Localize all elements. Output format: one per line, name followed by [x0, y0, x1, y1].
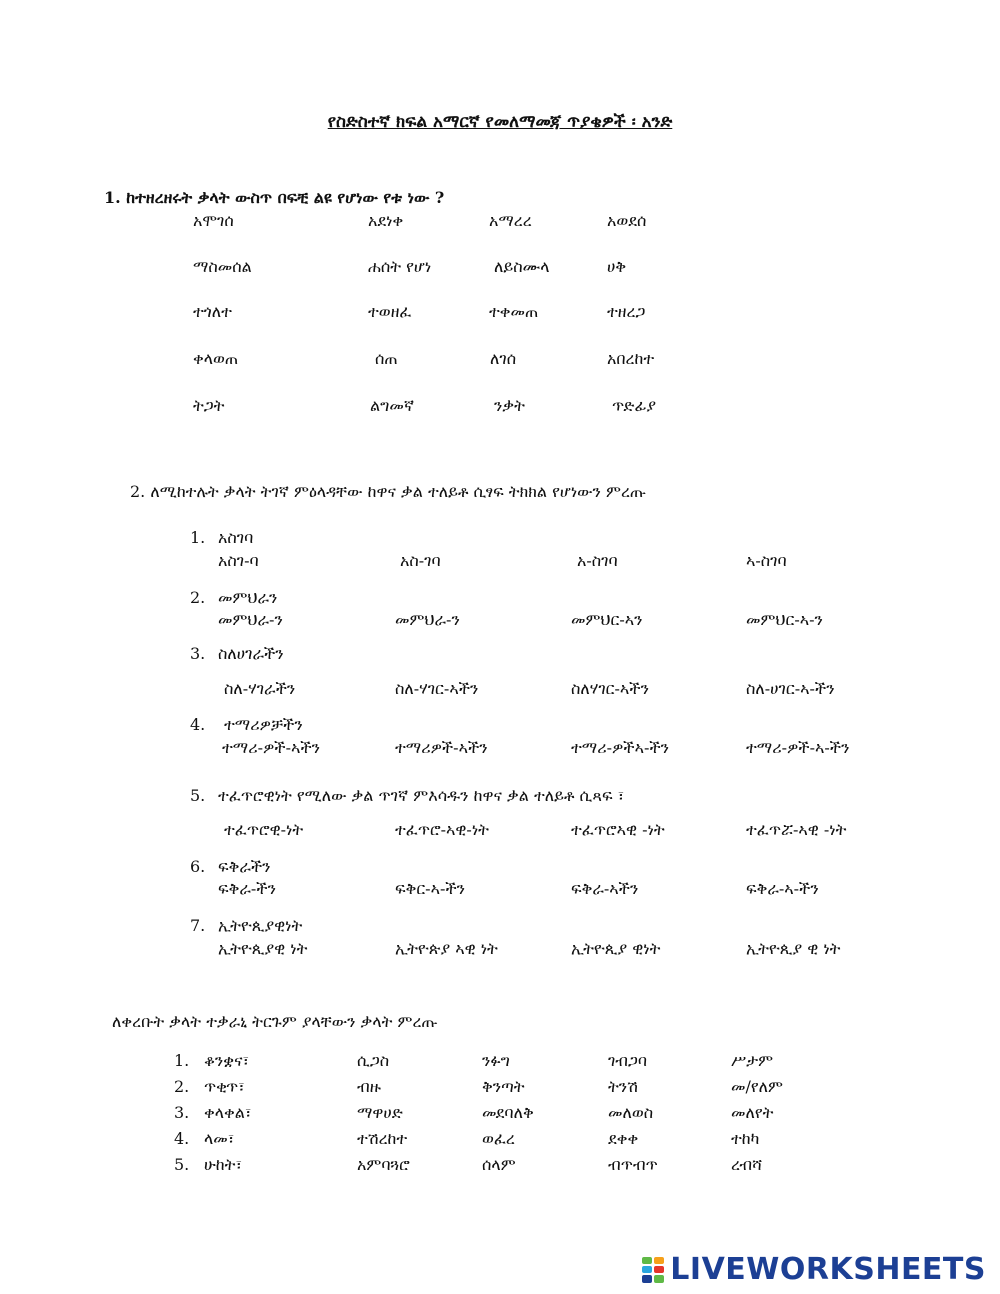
q3-option[interactable]: ሲጋስ	[357, 1051, 390, 1070]
q2-option[interactable]: መምህር-ኣን	[571, 610, 643, 629]
q1-word[interactable]: ተወዘፈ	[368, 302, 412, 321]
q2-item-word: ኢትዮጲያዊነት	[218, 916, 303, 935]
q1-word[interactable]: ሰጠ	[375, 349, 398, 368]
page-title: የስድስተኛ ክፍል አማርኛ የመለማመጃ ጥያቄዎች ፡ አንድ	[327, 112, 673, 132]
q2-option[interactable]: ፍቅር-ኣ-ችን	[395, 879, 466, 898]
q3-option[interactable]: መለወስ	[608, 1103, 654, 1122]
q2-option[interactable]: ስለሃገር-ኣችን	[571, 679, 649, 698]
q2-option[interactable]: ፍቅራ-ኣ-ችን	[746, 879, 819, 898]
q3-option[interactable]: ሰላም	[482, 1155, 516, 1174]
logo-text: LIVEWORKSHEETS	[670, 1252, 986, 1287]
q2-option[interactable]: ፍቅራ-ችን	[218, 879, 276, 898]
q2-option[interactable]: ኢትዮጲያ ዊነት	[571, 939, 661, 958]
q3-option[interactable]: ወፈረ	[482, 1129, 515, 1148]
q1-word[interactable]: ተጎለተ	[193, 302, 232, 321]
q1-word[interactable]: ቀላወጠ	[193, 349, 239, 368]
q1-word[interactable]: ለይስሙላ	[494, 257, 550, 276]
q2-option[interactable]: ተማሪ-ዎችኣ-ችን	[571, 738, 670, 757]
q2-option[interactable]: ተፈጥሮ-ኣዊ-ነት	[395, 820, 489, 839]
q1-word[interactable]: ንቃት	[494, 396, 525, 415]
q3-option[interactable]: መ/የለም	[731, 1077, 783, 1096]
q1-word[interactable]: አወደሰ	[607, 211, 647, 230]
q1-word[interactable]: ልግመኛ	[370, 396, 415, 415]
q2-option[interactable]: ስለ-ሀገር-ኣ-ችን	[746, 679, 835, 698]
q3-item-word: ቆንቋና፣	[204, 1051, 250, 1070]
q3-option[interactable]: ብጥብጥ	[608, 1155, 658, 1174]
q1-word[interactable]: ተቀመጠ	[489, 302, 539, 321]
q1-word[interactable]: አበረከተ	[607, 349, 655, 368]
q3-option[interactable]: ተሽረከተ	[357, 1129, 408, 1148]
q3-option[interactable]: ንፉግ	[482, 1051, 510, 1070]
q2-option[interactable]: ኢትዮጲያዊ ነት	[218, 939, 308, 958]
q3-item-word: ሁከት፣	[204, 1155, 243, 1174]
question-2-heading: 2. ለሚከተሉት ቃላት ትገኛ ምዕላዳቸው ከዋና ቃል ተለይቶ ሲፃፍ ትክክል የሆነውን ምረጡ	[130, 482, 647, 501]
q2-option[interactable]: ኢትዮጵያ ኣዊ ነት	[395, 939, 498, 958]
q2-item-word: ስለሀገራችን	[218, 644, 284, 663]
q2-option[interactable]: አስ-ገባ	[400, 551, 441, 570]
liveworksheets-logo[interactable]	[642, 1252, 986, 1287]
q3-option[interactable]: ማዋሀድ	[357, 1103, 403, 1122]
q2-option[interactable]: አስገ-ባ	[218, 551, 259, 570]
q2-item-number: 5.	[190, 786, 206, 805]
q3-item-number: 5.	[174, 1155, 190, 1174]
q2-option[interactable]: ተፈጥሮዊ-ነት	[224, 820, 304, 839]
q2-item-number: 3.	[190, 644, 206, 663]
q3-item-number: 2.	[174, 1077, 190, 1096]
liveworksheets-logo-icon	[642, 1257, 664, 1283]
question-1-heading: 1. ከተዘረዘሩት ቃላት ውስጥ በፍቺ ልዩ የሆነው የቱ ነው ?	[104, 188, 445, 207]
q2-option[interactable]: ተማሪ-ዎች-ኣችን	[222, 738, 321, 757]
q2-option[interactable]: መምህራ-ን	[218, 610, 283, 629]
q2-option[interactable]: ተፈጥሮኣዊ -ነት	[571, 820, 665, 839]
q1-word[interactable]: ማስመሰል	[193, 257, 252, 276]
q2-option[interactable]: መምህር-ኣ-ን	[746, 610, 823, 629]
q3-option[interactable]: ረብሻ	[731, 1155, 763, 1174]
q2-option[interactable]: ተማሪዎች-ኣችን	[395, 738, 488, 757]
q3-option[interactable]: ብዙ	[357, 1077, 381, 1096]
q2-item-word: መምህራን	[218, 588, 278, 607]
q3-item-number: 1.	[174, 1051, 190, 1070]
q1-word[interactable]: አደነቀ	[368, 211, 404, 230]
q3-option[interactable]: መለየት	[731, 1103, 774, 1122]
q2-option[interactable]: ኢትዮጲያ ዊ ነት	[746, 939, 841, 958]
q2-option[interactable]: ኣ-ስገባ	[746, 551, 787, 570]
q3-option[interactable]: አምባጓሮ	[357, 1155, 410, 1174]
q1-word[interactable]: ሐሰት የሆነ	[368, 257, 432, 276]
q2-item-word: ፍቅራችን	[218, 857, 271, 876]
q3-item-word: ጥቂጥ፣	[204, 1077, 245, 1096]
q1-word[interactable]: ተዘረጋ	[607, 302, 646, 321]
q2-item-word: ተማሪዎቻችን	[224, 715, 303, 734]
q2-item-number: 7.	[190, 916, 206, 935]
q2-option[interactable]: ተፈጥሯ-ኣዊ -ነት	[746, 820, 847, 839]
q3-option[interactable]: ቅንጣት	[482, 1077, 525, 1096]
q1-word[interactable]: ለገሰ	[490, 349, 517, 368]
q3-item-number: 4.	[174, 1129, 190, 1148]
q2-option[interactable]: መምህራ-ን	[395, 610, 460, 629]
q1-word[interactable]: አሞገሰ	[193, 211, 234, 230]
q1-word[interactable]: ሀቅ	[607, 257, 627, 276]
q1-word[interactable]: አማረረ	[489, 211, 532, 230]
q1-word[interactable]: ትጋት	[193, 396, 225, 415]
q3-item-word: ላመ፣	[204, 1129, 235, 1148]
q2-option[interactable]: ስለ-ሃገር-ኣችን	[395, 679, 479, 698]
q2-item-number: 4.	[190, 715, 206, 734]
q2-item-number: 2.	[190, 588, 206, 607]
q2-item-word: ተፈጥሮዊነት የሚለው ቃል ጥገኛ ምእሳዱን ከዋና ቃል ተለይቶ ሲጻፍ ፣	[218, 786, 625, 805]
q2-option[interactable]: ፍቅራ-ኣችን	[571, 879, 639, 898]
q3-option[interactable]: መደባለቅ	[482, 1103, 534, 1122]
q1-word[interactable]: ጥድፊያ	[612, 396, 656, 415]
q3-option[interactable]: ሥታም	[731, 1051, 774, 1070]
q2-item-number: 6.	[190, 857, 206, 876]
q3-option[interactable]: ደቀቀ	[608, 1129, 639, 1148]
q3-option[interactable]: ትንሽ	[608, 1077, 638, 1096]
q3-option[interactable]: ገብጋባ	[608, 1051, 648, 1070]
q2-option[interactable]: አ-ስገባ	[577, 551, 618, 570]
q2-option[interactable]: ስለ-ሃገራችን	[224, 679, 296, 698]
q2-item-word: አስገባ	[218, 528, 254, 547]
q3-option[interactable]: ተከካ	[731, 1129, 760, 1148]
q2-option[interactable]: ተማሪ-ዎች-ኣ-ችን	[746, 738, 850, 757]
q3-item-number: 3.	[174, 1103, 190, 1122]
q2-item-number: 1.	[190, 528, 206, 547]
question-3-heading: ለቀረቡት ቃላት ተቃራኒ ትርጉም ያላቸውን ቃላት ምረጡ	[112, 1012, 438, 1031]
q3-item-word: ቀላቀል፣	[204, 1103, 252, 1122]
